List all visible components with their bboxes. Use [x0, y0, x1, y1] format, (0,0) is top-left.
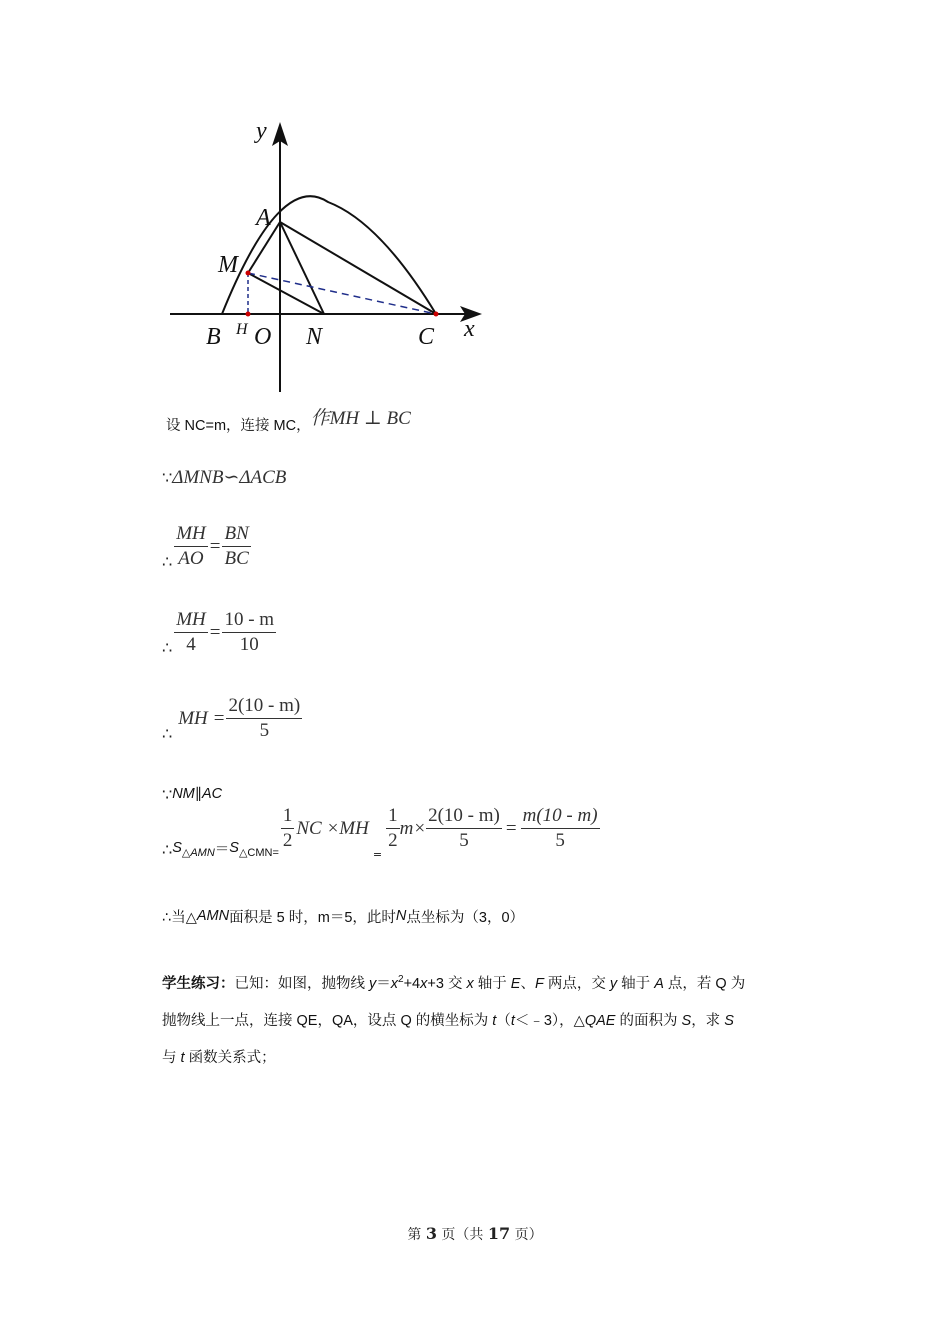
label-A: A	[256, 205, 271, 231]
text-run: 的面积为	[615, 1013, 682, 1029]
fraction-mh-4	[174, 608, 208, 657]
text-run: E	[510, 976, 521, 992]
text-run: ＜﹣3），△	[514, 1013, 585, 1029]
label-x: x	[464, 316, 475, 342]
student-exercise	[162, 966, 812, 1077]
label-N: N	[306, 324, 323, 350]
text-run: t	[492, 1013, 497, 1029]
parallel-expr: NM∥AC	[172, 786, 223, 802]
fraction-2-10m-5: $\frac{2(10 - m)}{5}$	[428, 805, 500, 851]
nc-times-mh: NC ×MH	[296, 817, 369, 839]
text-run: +4	[403, 976, 421, 992]
line-ratio-1	[162, 522, 251, 571]
text-run: 、	[520, 976, 535, 992]
text-run: 已知：如图，抛物线	[234, 976, 370, 992]
text-run: x	[466, 976, 474, 992]
geometry-figure	[160, 110, 500, 400]
exercise-line-1	[162, 966, 812, 1003]
denominator: 4	[186, 634, 196, 655]
numerator: MH	[176, 609, 206, 630]
text-run: QAE	[584, 1013, 616, 1029]
text-run: （	[496, 1013, 511, 1029]
mh-symbol: MH	[178, 707, 208, 729]
page-footer: 第 3 页（共 17 页）	[407, 1224, 543, 1243]
text-run: ＝	[376, 976, 391, 992]
segment-MC	[248, 273, 436, 314]
page-total: 17	[487, 1224, 511, 1243]
denominator: 10	[239, 634, 259, 655]
m-times: m×	[399, 817, 427, 839]
equals-small: =	[372, 848, 383, 861]
text-run: 抛物线上一点，连接 QE，QA，设点 Q 的横坐标为	[162, 1013, 493, 1029]
therefore-symbol: ∴	[162, 638, 173, 657]
numerator: 10 - m	[224, 609, 275, 630]
line-area	[162, 805, 600, 863]
text-run: 两点，交	[543, 976, 610, 992]
text-run: x	[390, 976, 399, 992]
equals: =	[505, 817, 517, 839]
text-run: F	[534, 976, 544, 992]
fraction-bn-bc	[222, 522, 250, 571]
text-run: 点，若 Q 为	[663, 976, 746, 992]
point-H	[246, 312, 251, 317]
label-H: H	[236, 321, 248, 338]
line-conclusion: ∴当△ AMN 面积是 5 时，m＝5，此时 N 点坐标为（3，0）	[162, 908, 525, 926]
fraction-mh	[226, 694, 302, 743]
point-M	[246, 271, 251, 276]
line1-text: 设 NC=m，连接 MC，	[166, 417, 311, 434]
numerator: 2(10 - m)	[228, 695, 301, 716]
text-run: 2	[398, 974, 404, 986]
segment-AC	[280, 222, 436, 314]
label-C: C	[418, 324, 435, 350]
parabola-top	[280, 199, 382, 234]
because-symbol: ∵	[162, 467, 173, 487]
line-parallel	[162, 782, 222, 806]
text-run: 轴于	[473, 976, 511, 992]
equals: =	[209, 535, 221, 557]
equals: =	[213, 707, 225, 729]
text-run: 与	[162, 1050, 181, 1066]
line-mh-value	[162, 694, 302, 743]
line-set-nc	[166, 406, 411, 442]
therefore-symbol: ∴	[162, 552, 173, 571]
label-y: y	[256, 118, 267, 144]
text-run: y	[369, 976, 377, 992]
parabola	[222, 196, 436, 314]
text-run: t	[510, 1013, 515, 1029]
text-run: x	[420, 976, 428, 992]
label-B: B	[206, 324, 221, 350]
fraction-m-10m-5: $\frac{m(10 - m)}{5}$	[522, 805, 598, 851]
text-run: 轴于	[617, 976, 655, 992]
text-run: A	[654, 976, 664, 992]
line-similar	[162, 462, 286, 492]
text-run: ，求	[691, 1013, 725, 1029]
similar-expr: ΔMNB∽ΔACB	[172, 466, 287, 488]
because-symbol: ∵	[162, 784, 173, 804]
exercise-line-3	[162, 1040, 812, 1077]
text-run: S	[681, 1013, 692, 1029]
fraction-half: $\frac{1}{2}$	[282, 805, 293, 851]
fraction-mh-ao	[174, 522, 208, 571]
therefore-symbol: ∴	[162, 840, 173, 859]
fraction-half-2: $\frac{1}{2}$	[388, 805, 398, 851]
exercise-line-2	[162, 1003, 812, 1040]
exercise-label: 学生练习：	[162, 976, 235, 992]
text-run: +3 交	[427, 976, 467, 992]
s-amn: $S_{\triangle AMN}$	[172, 840, 215, 859]
text-run: S	[724, 1013, 734, 1029]
page-number: 3	[425, 1224, 437, 1243]
fraction-10m-10	[222, 608, 276, 657]
denominator: BC	[224, 548, 249, 569]
line-ratio-2	[162, 608, 276, 657]
text-run: 函数关系式；	[184, 1050, 276, 1066]
point-C	[434, 312, 439, 317]
label-M: M	[218, 252, 238, 278]
text-run: y	[609, 976, 618, 992]
numerator: BN	[224, 523, 249, 544]
denominator: 5	[259, 720, 270, 741]
equals: =	[209, 621, 221, 643]
equals: ＝	[214, 842, 230, 858]
segment-MN	[248, 273, 324, 314]
line1-math: 作MH ⊥ BC	[310, 407, 411, 429]
text-run: t	[180, 1050, 185, 1066]
therefore-symbol: ∴	[162, 724, 173, 743]
s-cmn: $S_{\triangle CMN=}$	[229, 840, 279, 859]
label-O: O	[254, 324, 272, 350]
denominator: AO	[178, 548, 204, 569]
numerator: MH	[176, 523, 206, 544]
